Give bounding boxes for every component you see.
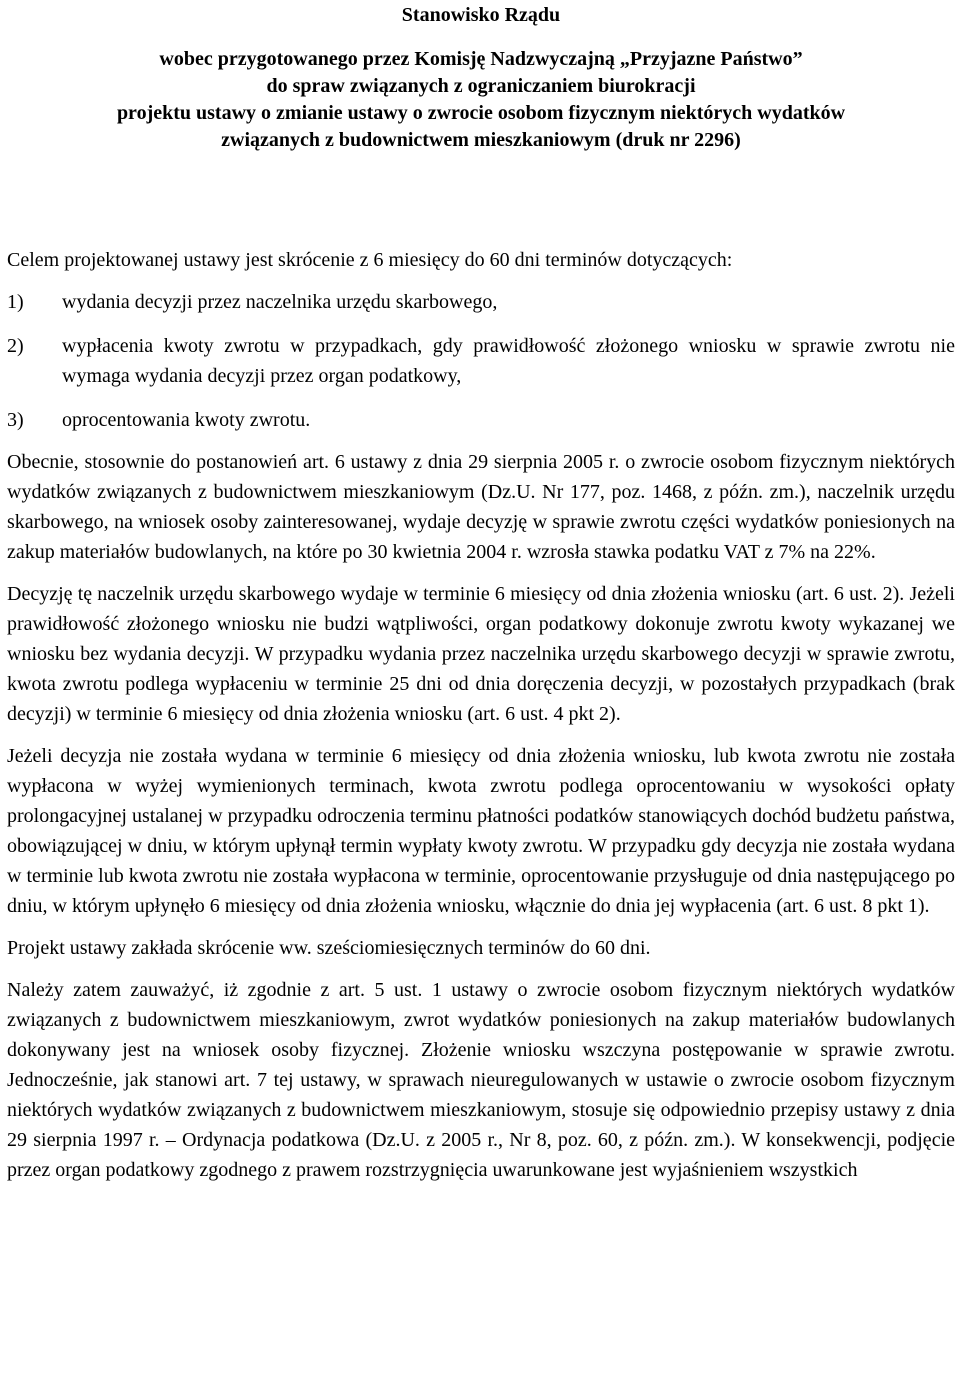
list-item [7, 331, 955, 391]
numbered-list [7, 287, 955, 435]
document-page [7, 0, 955, 1400]
document-subtitle-line: do spraw związanych z ograniczaniem biurokracji [266, 75, 696, 97]
list-item-number: 2) [7, 335, 24, 357]
document-subtitle-line: wobec przygotowanego przez Komisję Nadzwyczajną „Przyjazne Państwo” [159, 48, 803, 70]
body-paragraph: Obecnie, stosownie do postanowień art. 6 ustawy z dnia 29 sierpnia 2005 r. o zwrocie osobom fizycznym niektórych wydatków związanych z budownictwem mieszkaniowym (Dz.U. Nr 177, poz. 1468, z późn. zm.), naczelnik urzędu skarbowego, na wniosek osoby zainteresowanej, wydaje decyzję w sprawie zwrotu części wydatków poniesionych na zakup materiałów budowlanych, na które po 30 kwietnia 2004 r. wzrosła stawka podatku VAT z 7% na 22%. [7, 451, 955, 563]
body-paragraph: Należy zatem zauważyć, iż zgodnie z art. 5 ust. 1 ustawy o zwrocie osobom fizycznym niektórych wydatków związanych z budownictwem mieszkaniowym, zwrot wydatków poniesionych na zakup materiałów budowlanych dokonywany jest na wniosek osoby fizycznej. Złożenie wniosku wszczyna postępowanie w sprawie zwrotu. Jednocześnie, jak stanowi art. 7 tej ustawy, w sprawach nieuregulowanych w ustawie o zwrocie osobom fizycznym niektórych wydatków związanych z budownictwem mieszkaniowym, stosuje się odpowiednio przepisy ustawy z dnia 29 sierpnia 1997 r. – Ordynacja podatkowa (Dz.U. z 2005 r., Nr 8, poz. 60, z późn. zm.). W konsekwencji, podjęcie przez organ podatkowy zgodnego z prawem rozstrzygnięcia uwarunkowane jest wyjaśnieniem wszystkich [7, 979, 955, 1181]
intro-paragraph: Celem projektowanej ustawy jest skrócenie z 6 miesięcy do 60 dni terminów dotyczących: [7, 249, 733, 271]
list-item [7, 405, 955, 435]
document-subtitle-line: projektu ustawy o zmianie ustawy o zwrocie osobom fizycznym niektórych wydatków [116, 102, 846, 124]
list-item-number: 1) [7, 291, 24, 313]
body-paragraph: Decyzję tę naczelnik urzędu skarbowego wydaje w terminie 6 miesięcy od dnia złożenia wniosku (art. 6 ust. 2). Jeżeli prawidłowość złożonego wniosku nie budzi wątpliwości, organ podatkowy dokonuje zwrotu kwoty wykazanej we wniosku bez wydania decyzji. W przypadku wydania przez naczelnika urzędu skarbowego decyzji w sprawie zwrotu, kwota zwrotu podlega wypłaceniu w terminie 25 dni od dnia doręczenia decyzji, w pozostałych przypadkach (brak decyzji) w terminie 6 miesięcy od dnia złożenia wniosku (art. 6 ust. 4 pkt 2). [7, 583, 955, 725]
document-title: Stanowisko Rządu [401, 4, 561, 26]
list-item-text: wydania decyzji przez naczelnika urzędu skarbowego, [62, 291, 498, 313]
list-item-text: oprocentowania kwoty zwrotu. [62, 409, 311, 431]
body-paragraph: Jeżeli decyzja nie została wydana w terminie 6 miesięcy od dnia złożenia wniosku, lub kwota zwrotu nie została wypłacona w wyżej wymienionych terminach, kwota zwrotu podlega oprocentowaniu w wysokości opłaty prolongacyjnej ustalanej w przypadku odroczenia terminu płatności podatków stanowiących dochód budżetu państwa, obowiązującej w dniu, w którym upłynął termin wypłaty kwoty zwrotu. W przypadku gdy decyzja nie została wydana w terminie lub kwota zwrotu nie została wypłacona w terminie, oprocentowanie przysługuje od dnia następującego po dniu, w którym upłynęło 6 miesięcy od dnia złożenia wniosku, włącznie do dnia jej wypłacenia (art. 6 ust. 8 pkt 1). [7, 745, 955, 917]
list-item [7, 287, 955, 317]
document-subtitle-line: związanych z budownictwem mieszkaniowym (druk nr 2296) [221, 129, 741, 151]
body-paragraph: Projekt ustawy zakłada skrócenie ww. sześciomiesięcznych terminów do 60 dni. [7, 937, 651, 959]
list-item-number: 3) [7, 409, 24, 431]
list-item-text: wypłacenia kwoty zwrotu w przypadkach, gdy prawidłowość złożonego wniosku w sprawie zwrotu nie wymaga wydania decyzji przez organ podatkowy, [62, 335, 955, 387]
